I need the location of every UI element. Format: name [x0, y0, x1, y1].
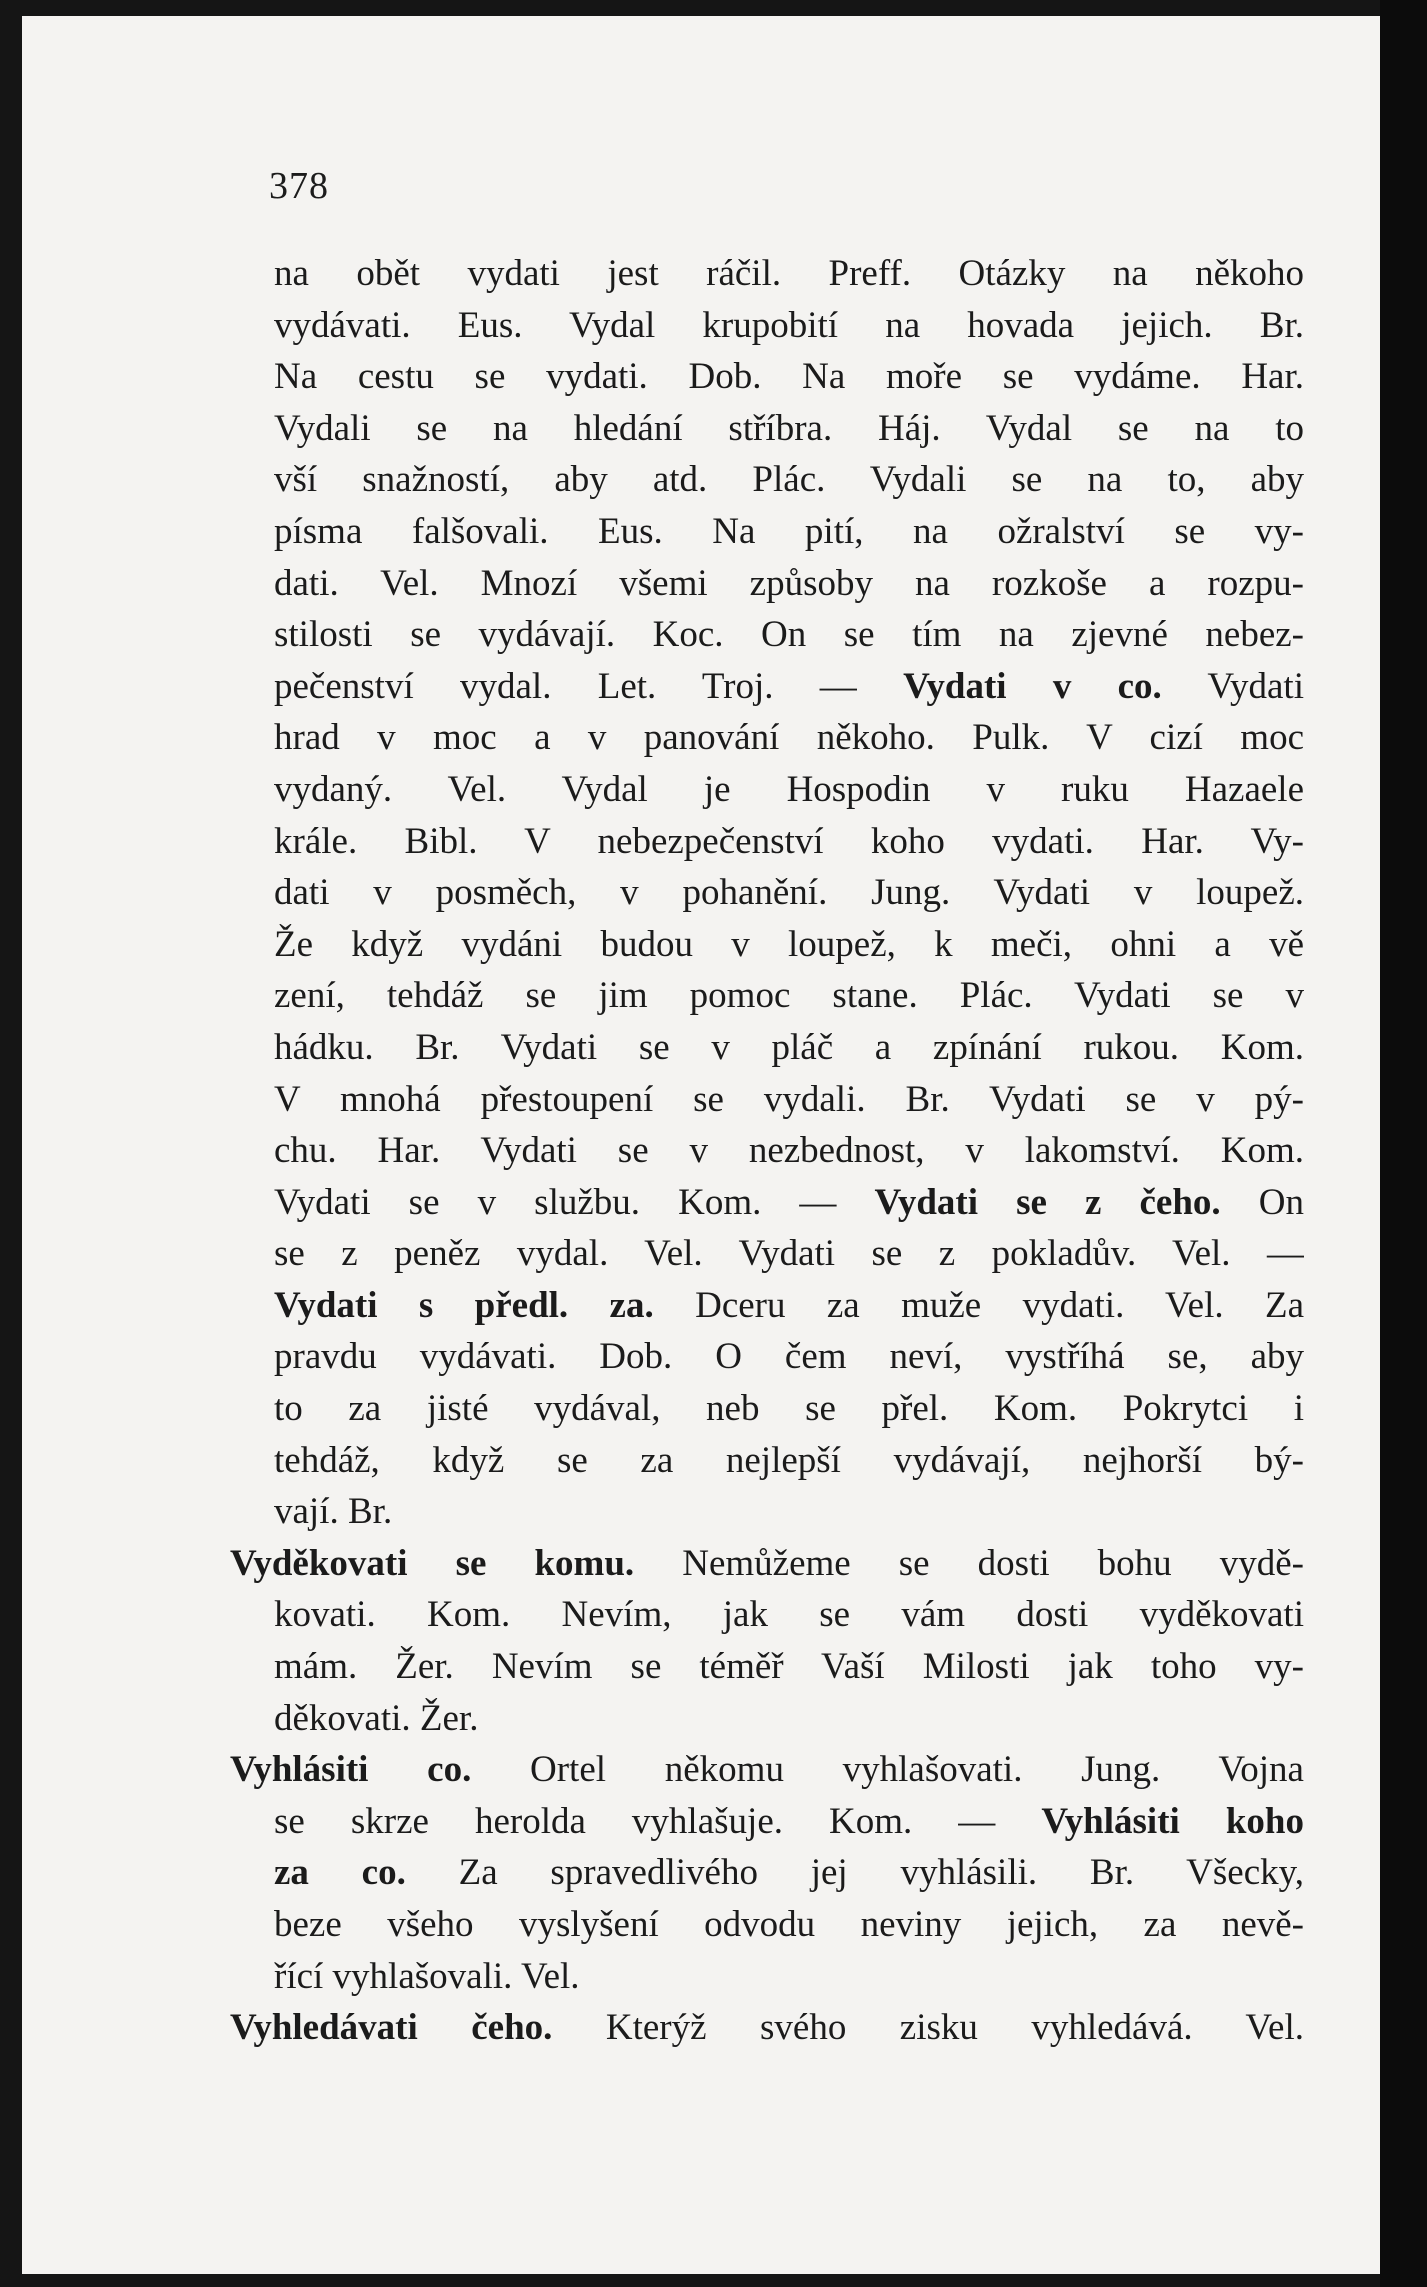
text-line: V mnohá přestoupení se vydali. Br. Vydati se v pý-: [274, 1078, 1304, 1120]
text-line: hrad v moc a v panování někoho. Pulk. V cizí moc: [274, 717, 1304, 759]
text-line: to za jisté vydával, neb se přel. Kom. Pokrytci i: [274, 1388, 1304, 1430]
text-line: se z peněz vydal. Vel. Vydati se z pokladův. Vel. —: [274, 1233, 1304, 1275]
text-line: Vydati s předl. za. Dceru za muže vydati. Vel. Za: [274, 1284, 1304, 1326]
page-body-text: [230, 248, 1304, 2054]
text-line: děkovati. Žer.: [274, 1697, 479, 1739]
text-line: za co. Za spravedlivého jej vyhlásili. Br. Všecky,: [274, 1852, 1304, 1894]
text-line: dati. Vel. Mnozí všemi způsoby na rozkoše a rozpu-: [274, 562, 1304, 604]
text-line: chu. Har. Vydati se v nezbednost, v lakomství. Kom.: [274, 1130, 1304, 1172]
text-line: pečenství vydal. Let. Troj. — Vydati v co. Vydati: [274, 665, 1304, 707]
scan-edge: [1380, 0, 1427, 2287]
text-line: vydaný. Vel. Vydal je Hospodin v ruku Hazaele: [274, 768, 1304, 810]
text-line: na obět vydati jest ráčil. Preff. Otázky na někoho: [274, 253, 1304, 294]
text-line: Vydati se v službu. Kom. — Vydati se z čeho. On: [274, 1181, 1304, 1223]
text-line: beze všeho vyslyšení odvodu neviny jejich, za nevě-: [274, 1904, 1304, 1945]
text-line: Že když vydáni budou v loupež, k meči, ohni a vě: [274, 923, 1304, 965]
text-line: vají. Br.: [274, 1491, 393, 1533]
entry-headword-line: Vyhlásiti co. Ortel někomu vyhlašovati. Jung. Vojna: [230, 1749, 1304, 1791]
text-line: krále. Bibl. V nebezpečenství koho vydati. Har. Vy-: [274, 820, 1304, 862]
page-number: 378: [269, 165, 329, 207]
entry-headword-line: Vyděkovati se komu. Nemůžeme se dosti bohu vydě-: [230, 1542, 1304, 1584]
text-line: se skrze herolda vyhlašuje. Kom. — Vyhlásiti koho: [274, 1800, 1304, 1842]
text-line: kovati. Kom. Nevím, jak se vám dosti vyděkovati: [274, 1594, 1304, 1636]
text-line: dati v posměch, v pohanění. Jung. Vydati v loupež.: [274, 872, 1304, 914]
entry-headword-line: Vyhledávati čeho. Kterýž svého zisku vyhledává. Vel.: [230, 2007, 1304, 2049]
text-line: Vydali se na hledání stříbra. Háj. Vydal se na to: [274, 407, 1304, 449]
text-line: hádku. Br. Vydati se v pláč a zpínání rukou. Kom.: [274, 1026, 1304, 1068]
book-page: [22, 16, 1380, 2274]
text-line: Na cestu se vydati. Dob. Na moře se vydáme. Har.: [274, 356, 1304, 398]
text-line: pravdu vydávati. Dob. O čem neví, vystříhá se, aby: [274, 1336, 1304, 1378]
text-line: vydávati. Eus. Vydal krupobití na hovada jejich. Br.: [274, 304, 1304, 346]
text-line: stilosti se vydávají. Koc. On se tím na zjevné nebez-: [274, 614, 1304, 656]
text-line: vší snažností, aby atd. Plác. Vydali se na to, aby: [274, 459, 1304, 501]
text-line: tehdáž, když se za nejlepší vydávají, nejhorší bý-: [274, 1439, 1304, 1481]
text-line: písma falšovali. Eus. Na pití, na ožralství se vy-: [274, 510, 1304, 552]
text-line: mám. Žer. Nevím se téměř Vaší Milosti jak toho vy-: [274, 1646, 1304, 1688]
text-line: zení, tehdáž se jim pomoc stane. Plác. Vydati se v: [274, 975, 1304, 1017]
text-line: řící vyhlašovali. Vel.: [274, 1955, 580, 1997]
